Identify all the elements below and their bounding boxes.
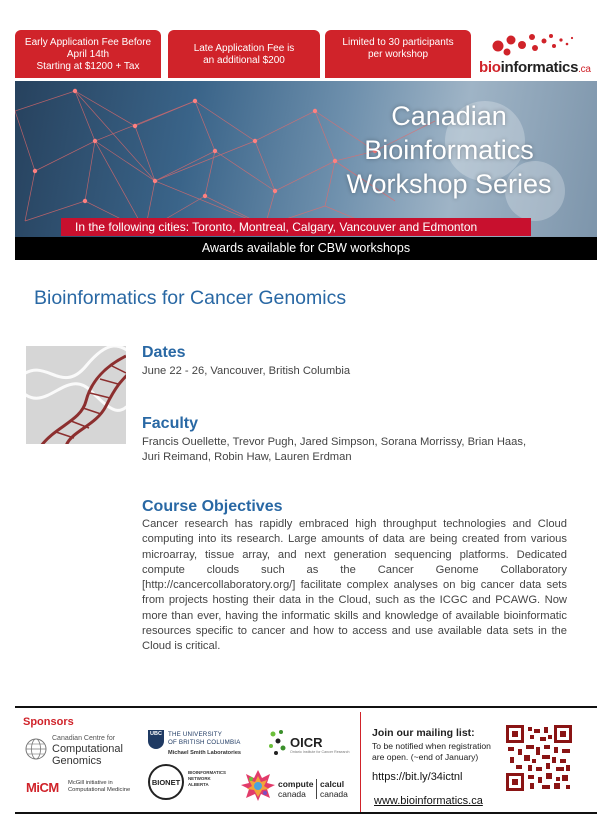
sponsors-heading: Sponsors (23, 716, 74, 728)
ubc-line-3: Michael Smith Laboratories (168, 750, 242, 756)
website-link[interactable]: www.bioinformatics.ca (374, 795, 483, 807)
cities-strip: In the following cities: Toronto, Montreal, Calgary, Vancouver and Edmonton (61, 218, 531, 236)
late-fee-line-2: an additional $200 (203, 55, 285, 66)
late-fee-tab (168, 30, 320, 78)
banner-title-line-3: Workshop Series (346, 169, 552, 199)
banner-title (319, 99, 579, 201)
early-fee-line-1: Early Application Fee Before (24, 37, 152, 48)
footer-top-rule (15, 706, 597, 708)
compute-en-line-1: compute (278, 779, 314, 789)
banner-title-line-2: Bioinformatics (364, 135, 534, 165)
sponsor-oicr[interactable] (268, 726, 348, 762)
faculty-text (142, 435, 526, 465)
logo-informatics: informatics (500, 59, 579, 76)
banner-title-line-1: Canadian (391, 101, 507, 131)
micm-wordmark: MiCM (26, 780, 59, 795)
limit-line-1: Limited to 30 participants (342, 37, 454, 48)
faculty-line-1: Francis Ouellette, Trevor Pugh, Jared Simpson, Sorana Morrissy, Brian Haas, (142, 436, 527, 448)
logo-wordmark (479, 59, 591, 76)
sponsor-ubc[interactable] (148, 730, 258, 762)
mailing-line-1: To be notified when registration (372, 741, 491, 751)
early-fee-line-2: April 14th (66, 49, 110, 60)
ubc-line-2: OF BRITISH COLUMBIA (168, 739, 241, 746)
late-fee-line-1: Late Application Fee is (193, 43, 295, 54)
objectives-text: Cancer research has rapidly embraced high throughput technologies and Cloud computing into its research. Large amounts of data are being created from various microarray, tissue array, and next generation sequencing platforms. Dedicated compute clouds such as the Cancer Genome Collaboratory [http://cancercollaboratory.org/] facilitate complex analyses on big cancer data sets from projects hosting their data in the Cloud, such as the ICGC and PCAWG. Now more than ever, having the informatic skills and knowledge of available bioinformatic resources specific to cancer and how to access and use available data sets in the Cloud is critical. (142, 518, 567, 653)
bionet-line-2: NETWORK (188, 776, 211, 781)
mailing-heading: Join our mailing list: (372, 727, 475, 739)
oicr-wordmark: OICR (290, 735, 323, 750)
faculty-heading: Faculty (142, 415, 199, 432)
dna-helix-image (26, 346, 126, 444)
dates-text: June 22 - 26, Vancouver, British Columbia (142, 365, 351, 377)
footer-bottom-rule (15, 812, 597, 814)
logo-ca: .ca (578, 64, 591, 75)
bionet-line-1: BIOINFORMATICS (188, 770, 226, 775)
ubc-crest-icon: UBC (148, 730, 164, 749)
compute-en-line-2: canada (278, 789, 306, 799)
hero-banner (15, 81, 597, 237)
footer-divider (360, 712, 361, 812)
mailing-text (372, 741, 502, 762)
short-url-link[interactable]: https://bit.ly/34ictnl (372, 771, 463, 783)
sponsor-c3g[interactable] (24, 735, 124, 767)
compute-fr-line-1: calcul (320, 779, 345, 789)
sponsor-bionet[interactable] (148, 762, 228, 804)
c3g-globe-icon (24, 737, 48, 761)
c3g-line-2: Computational (52, 743, 123, 755)
bionet-circle-logo: BIONET (148, 764, 184, 800)
early-fee-tab (15, 30, 161, 78)
limit-tab (325, 30, 471, 78)
c3g-line-1: Canadian Centre for (52, 735, 116, 742)
compute-canada-leaf-icon (240, 768, 276, 802)
oicr-dots-icon (268, 728, 288, 758)
oicr-subtitle: Ontario Institute for Cancer Research (290, 750, 350, 754)
early-fee-line-3: Starting at $1200 + Tax (36, 61, 140, 72)
sponsor-compute-canada[interactable] (240, 768, 350, 804)
objectives-heading: Course Objectives (142, 498, 283, 515)
compute-divider (316, 779, 317, 799)
sponsor-micm[interactable] (26, 778, 141, 798)
logo-bio: bio (479, 59, 501, 76)
awards-bar: Awards available for CBW workshops (15, 237, 597, 260)
ubc-line-1: THE UNIVERSITY (168, 731, 223, 738)
logo-dots-icon (488, 30, 598, 58)
faculty-line-2: Juri Reimand, Robin Haw, Lauren Erdman (142, 451, 352, 463)
mailing-line-2: are open. (~end of January) (372, 751, 479, 762)
c3g-line-3: Genomics (52, 755, 102, 767)
qr-code-icon[interactable] (506, 725, 572, 791)
compute-fr-line-2: canada (320, 789, 348, 799)
bioinformatics-logo[interactable] (478, 30, 602, 80)
micm-line-1: McGill initiative in (68, 780, 113, 786)
dates-heading: Dates (142, 344, 186, 361)
limit-line-2: per workshop (367, 49, 429, 60)
bionet-line-3: ALBERTA (188, 782, 209, 787)
micm-line-2: Computational Medicine (68, 787, 131, 793)
course-title: Bioinformatics for Cancer Genomics (34, 287, 347, 309)
